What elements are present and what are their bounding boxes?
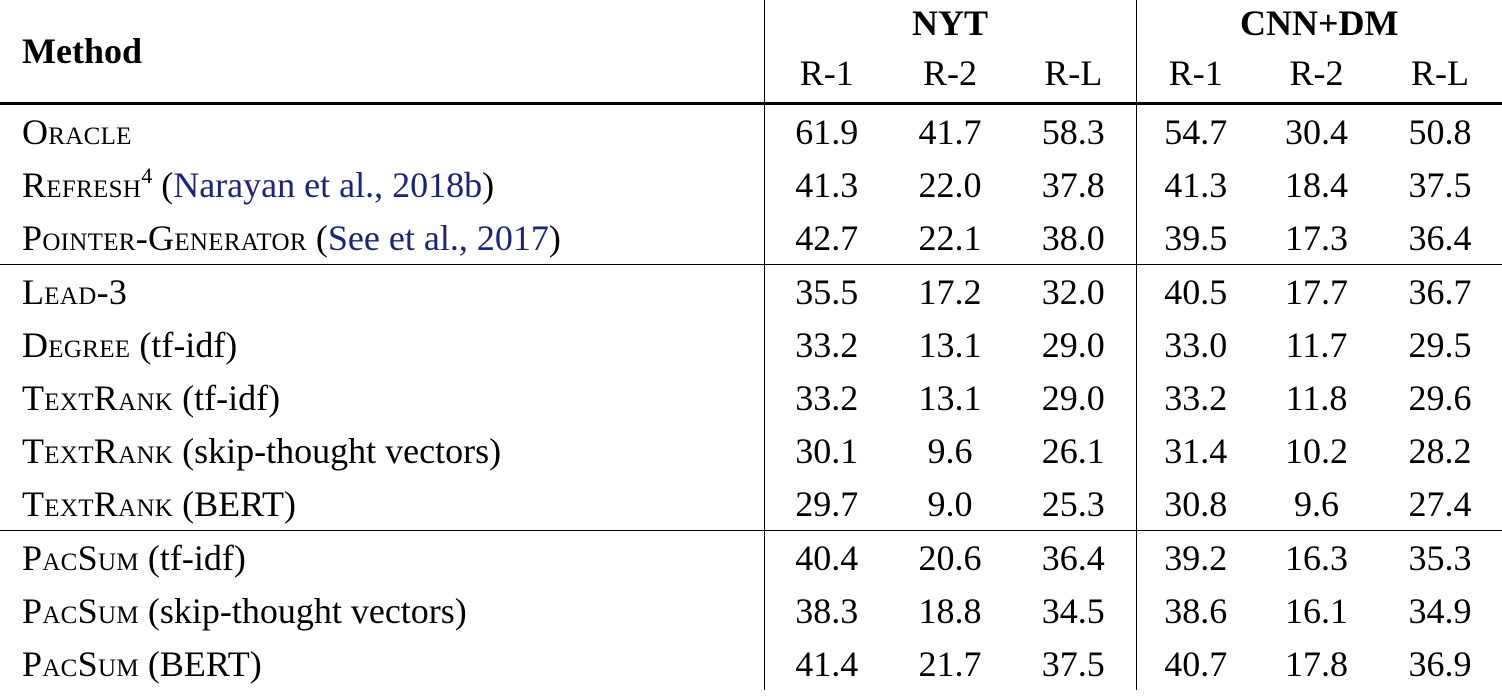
score-cell: 17.2 [889, 265, 1011, 319]
score-cell: 36.9 [1408, 643, 1472, 684]
method-cell [0, 584, 764, 637]
metric-header: R-2 [889, 44, 1011, 104]
score-cell: 38.0 [1041, 217, 1105, 258]
score-cell: 41.7 [889, 104, 1011, 159]
table-row [0, 637, 1502, 690]
score-cell: 37.8 [1041, 164, 1105, 205]
score-cell: 35.3 [1378, 531, 1502, 585]
score-cell: 33.2 [764, 318, 889, 371]
method-suffix: ) [482, 164, 495, 205]
method-name: Degree [22, 324, 131, 365]
table-row [0, 104, 1502, 159]
score-cell: 18.4 [1285, 164, 1348, 205]
method-name: Lead-3 [22, 271, 128, 312]
score-cell: 38.6 [1136, 584, 1255, 637]
metric-header: R-L [1378, 44, 1502, 104]
score-cell: 34.5 [1041, 590, 1105, 631]
score-cell: 40.7 [1136, 637, 1255, 690]
method-name: PacSum [22, 537, 139, 578]
score-cell: 29.0 [1041, 377, 1105, 418]
table-row [0, 211, 1502, 265]
table-body [0, 104, 1502, 691]
method-cell [0, 477, 764, 531]
method-cell [0, 424, 764, 477]
score-cell: 30.8 [1136, 477, 1255, 531]
method-variant: (BERT) [138, 643, 262, 684]
method-variant: (tf-idf) [138, 537, 246, 578]
score-cell: 9.6 [927, 430, 973, 471]
score-cell: 61.9 [764, 104, 889, 159]
score-cell: 33.0 [1136, 318, 1255, 371]
score-cell: 29.0 [1041, 324, 1105, 365]
method-suffix: ) [548, 217, 561, 258]
method-variant: (skip-thought vectors) [173, 430, 502, 471]
score-cell: 42.7 [764, 211, 889, 265]
score-cell: 25.3 [1041, 483, 1105, 524]
score-cell: 41.4 [764, 637, 889, 690]
score-cell: 31.4 [1136, 424, 1255, 477]
method-name: TextRank [22, 483, 174, 524]
method-cell [0, 265, 764, 319]
footnote-marker: 4 [141, 162, 153, 188]
score-cell: 13.1 [918, 324, 982, 365]
method-cell [0, 318, 764, 371]
method-cell [0, 637, 764, 690]
score-cell: 29.7 [764, 477, 889, 531]
score-cell: 58.3 [1011, 104, 1136, 159]
score-cell: 41.3 [764, 158, 889, 211]
table-row [0, 531, 1502, 585]
score-cell: 28.2 [1408, 430, 1472, 471]
score-cell: 36.7 [1378, 265, 1502, 319]
score-cell: 26.1 [1041, 430, 1105, 471]
score-cell: 33.2 [764, 371, 889, 424]
score-cell: 38.3 [764, 584, 889, 637]
score-cell: 50.8 [1378, 104, 1502, 159]
score-cell: 10.2 [1285, 430, 1348, 471]
score-cell: 17.3 [1285, 217, 1348, 258]
table-row [0, 318, 1502, 371]
method-name: TextRank [22, 377, 174, 418]
method-cell [0, 211, 764, 265]
method-cell [0, 531, 764, 585]
score-cell: 16.3 [1255, 531, 1378, 585]
score-cell: 21.7 [918, 643, 982, 684]
method-variant: (tf-idf) [173, 377, 281, 418]
method-name: Pointer-Generator [22, 217, 307, 258]
group-header-nyt: NYT [764, 0, 1136, 44]
method-cell [0, 371, 764, 424]
metric-header: R-2 [1255, 44, 1378, 104]
score-cell: 40.5 [1136, 265, 1255, 319]
score-cell: 22.0 [918, 164, 982, 205]
score-cell: 35.5 [764, 265, 889, 319]
method-variant: (tf-idf) [130, 324, 238, 365]
score-cell: 40.4 [764, 531, 889, 585]
table-row [0, 424, 1502, 477]
score-cell: 30.4 [1255, 104, 1378, 159]
score-cell: 39.2 [1136, 531, 1255, 585]
score-cell: 17.7 [1255, 265, 1378, 319]
score-cell: 36.4 [1408, 217, 1472, 258]
table-row [0, 477, 1502, 531]
score-cell: 37.5 [1408, 164, 1472, 205]
table-row [0, 584, 1502, 637]
citation-link[interactable]: See et al., 2017 [327, 217, 549, 258]
method-name: PacSum [22, 643, 139, 684]
method-name: PacSum [22, 590, 139, 631]
score-cell: 30.1 [764, 424, 889, 477]
table-row [0, 265, 1502, 319]
method-variant: (BERT) [173, 483, 296, 524]
score-cell: 18.8 [918, 590, 982, 631]
method-cell [0, 158, 764, 211]
score-cell: 37.5 [1041, 643, 1105, 684]
score-cell: 41.3 [1136, 158, 1255, 211]
table-row [0, 158, 1502, 211]
method-variant: ( [306, 217, 328, 258]
metric-header: R-1 [764, 44, 889, 104]
score-cell: 11.8 [1285, 377, 1348, 418]
score-cell: 9.6 [1294, 483, 1339, 524]
score-cell: 29.5 [1408, 324, 1472, 365]
method-variant: ( [152, 164, 174, 205]
table-row [0, 371, 1502, 424]
score-cell: 32.0 [1011, 265, 1136, 319]
score-cell: 27.4 [1408, 483, 1472, 524]
metric-header: R-L [1011, 44, 1136, 104]
score-cell: 54.7 [1136, 104, 1255, 159]
score-cell: 17.8 [1285, 643, 1348, 684]
method-name: Oracle [22, 111, 132, 152]
method-column-header: Method [0, 0, 764, 104]
score-cell: 20.6 [889, 531, 1011, 585]
method-name: Refresh [22, 164, 142, 205]
score-cell: 39.5 [1136, 211, 1255, 265]
method-cell [0, 104, 764, 159]
citation-link[interactable]: Narayan et al., 2018b [173, 164, 483, 205]
score-cell: 34.9 [1408, 590, 1472, 631]
score-cell: 16.1 [1285, 590, 1348, 631]
score-cell: 33.2 [1136, 371, 1255, 424]
score-cell: 22.1 [918, 217, 982, 258]
score-cell: 13.1 [918, 377, 982, 418]
score-cell: 11.7 [1285, 324, 1348, 365]
score-cell: 9.0 [927, 483, 973, 524]
method-variant: (skip-thought vectors) [138, 590, 467, 631]
score-cell: 29.6 [1408, 377, 1472, 418]
metric-header: R-1 [1136, 44, 1255, 104]
group-header-cnndm: CNN+DM [1136, 0, 1502, 44]
score-cell: 36.4 [1011, 531, 1136, 585]
method-name: TextRank [22, 430, 174, 471]
